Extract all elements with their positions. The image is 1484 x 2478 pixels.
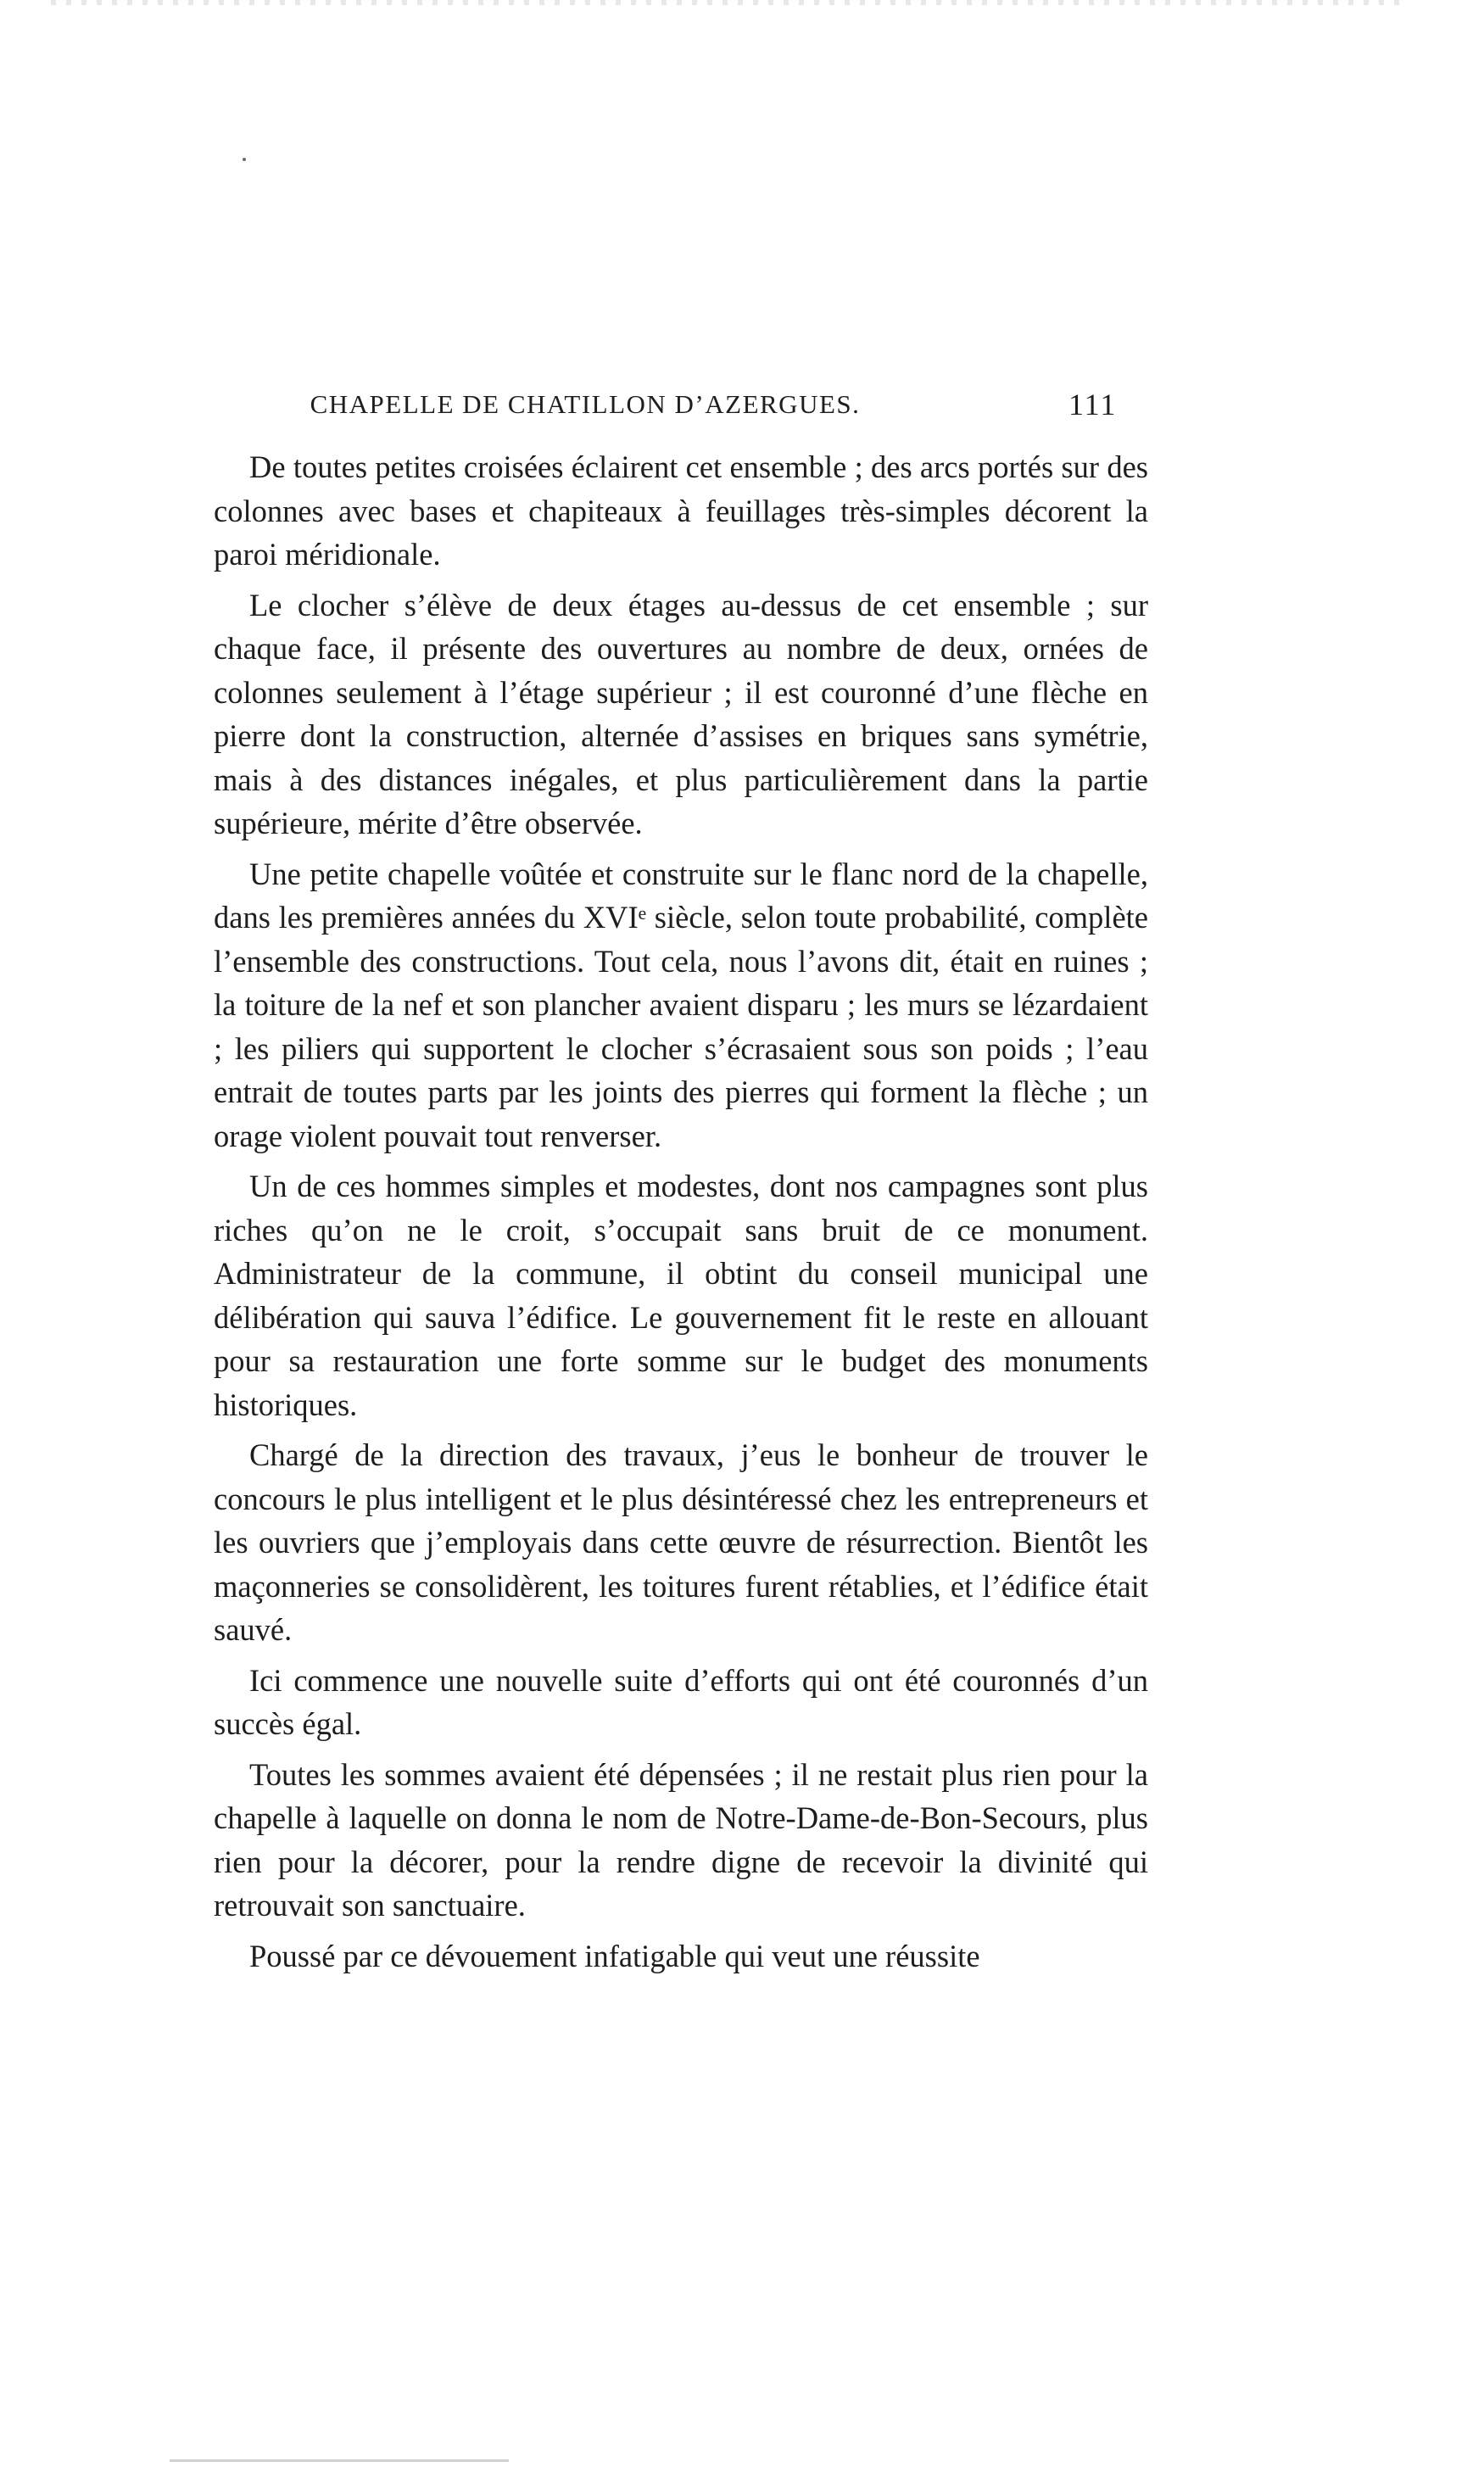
page-number: 111 — [1068, 388, 1118, 421]
scan-edge-top — [51, 0, 1408, 5]
paragraph-6: Ici commence une nouvelle suite d’efforts qui ont été couronnés d’un succès égal. — [214, 1662, 1148, 1741]
paragraph-2: Le clocher s’élève de deux étages au-dessus de cet ensemble ; sur chaque face, il présente des ouvertures au nombre de deux, ornées de colonnes seulement à l’étage supérieur ; il est couronné d’une flèche en pierre dont la construction, alternée d’assises en briques sans symétrie, mais à des distances inégales, et plus particulièrement dans la partie supérieure, mérite d’être observée. — [214, 587, 1148, 840]
running-title: CHAPELLE DE CHATILLON D’AZERGUES. — [310, 389, 861, 419]
paragraph-3: Une petite chapelle voûtée et construite sur le flanc nord de la chapelle, dans les premières années du XVIᵉ siècle, selon toute probabilité, complète l’ensemble des constructions. Tout cela, nous l’avons dit, était en ruines ; la toiture de la nef et son plancher avaient disparu ; les murs se lézardaient ; les piliers qui supportent le clocher s’écrasaient sous son poids ; l’eau entrait de toutes parts par les joints des pierres qui forment la flèche ; un orage violent pouvait tout renverser. — [214, 856, 1148, 1153]
paragraph-7: Toutes les sommes avaient été dépensées ; il ne restait plus rien pour la chapelle à laquelle on donna le nom de Notre-Dame-de-Bon-Secours, plus rien pour la décorer, pour la rendre digne de recevoir la divinité qui retrouvait son sanctuaire. — [214, 1756, 1148, 1923]
scan-edge-bottom — [170, 2459, 509, 2462]
paragraph-1: De toutes petites croisées éclairent cet ensemble ; des arcs portés sur des colonnes avec bases et chapiteaux à feuillages très-simples décorent la paroi méridionale. — [214, 449, 1148, 572]
running-head — [212, 383, 1145, 426]
paragraph-5: Chargé de la direction des travaux, j’eus le bonheur de trouver le concours le plus intelligent et le plus désintéressé chez les entrepreneurs et les ouvriers que j’employais dans cette œuvre de résurrection. Bientôt les maçonneries se consolidèrent, les toitures furent rétablies, et l’édifice était sauvé. — [214, 1437, 1148, 1647]
paragraph-8: Poussé par ce dévouement infatigable qui veut une réussite — [249, 1938, 980, 1973]
body-text — [214, 445, 1148, 1984]
ink-speck — [243, 158, 246, 161]
paragraph-4: Un de ces hommes simples et modestes, dont nos campagnes sont plus riches qu’on ne le croit, s’occupait sans bruit de ce monument. Administrateur de la commune, il obtint du conseil municipal une délibération qui sauva l’édifice. Le gouvernement fit le reste en allouant pour sa restauration une forte somme sur le budget des monuments historiques. — [214, 1169, 1148, 1422]
